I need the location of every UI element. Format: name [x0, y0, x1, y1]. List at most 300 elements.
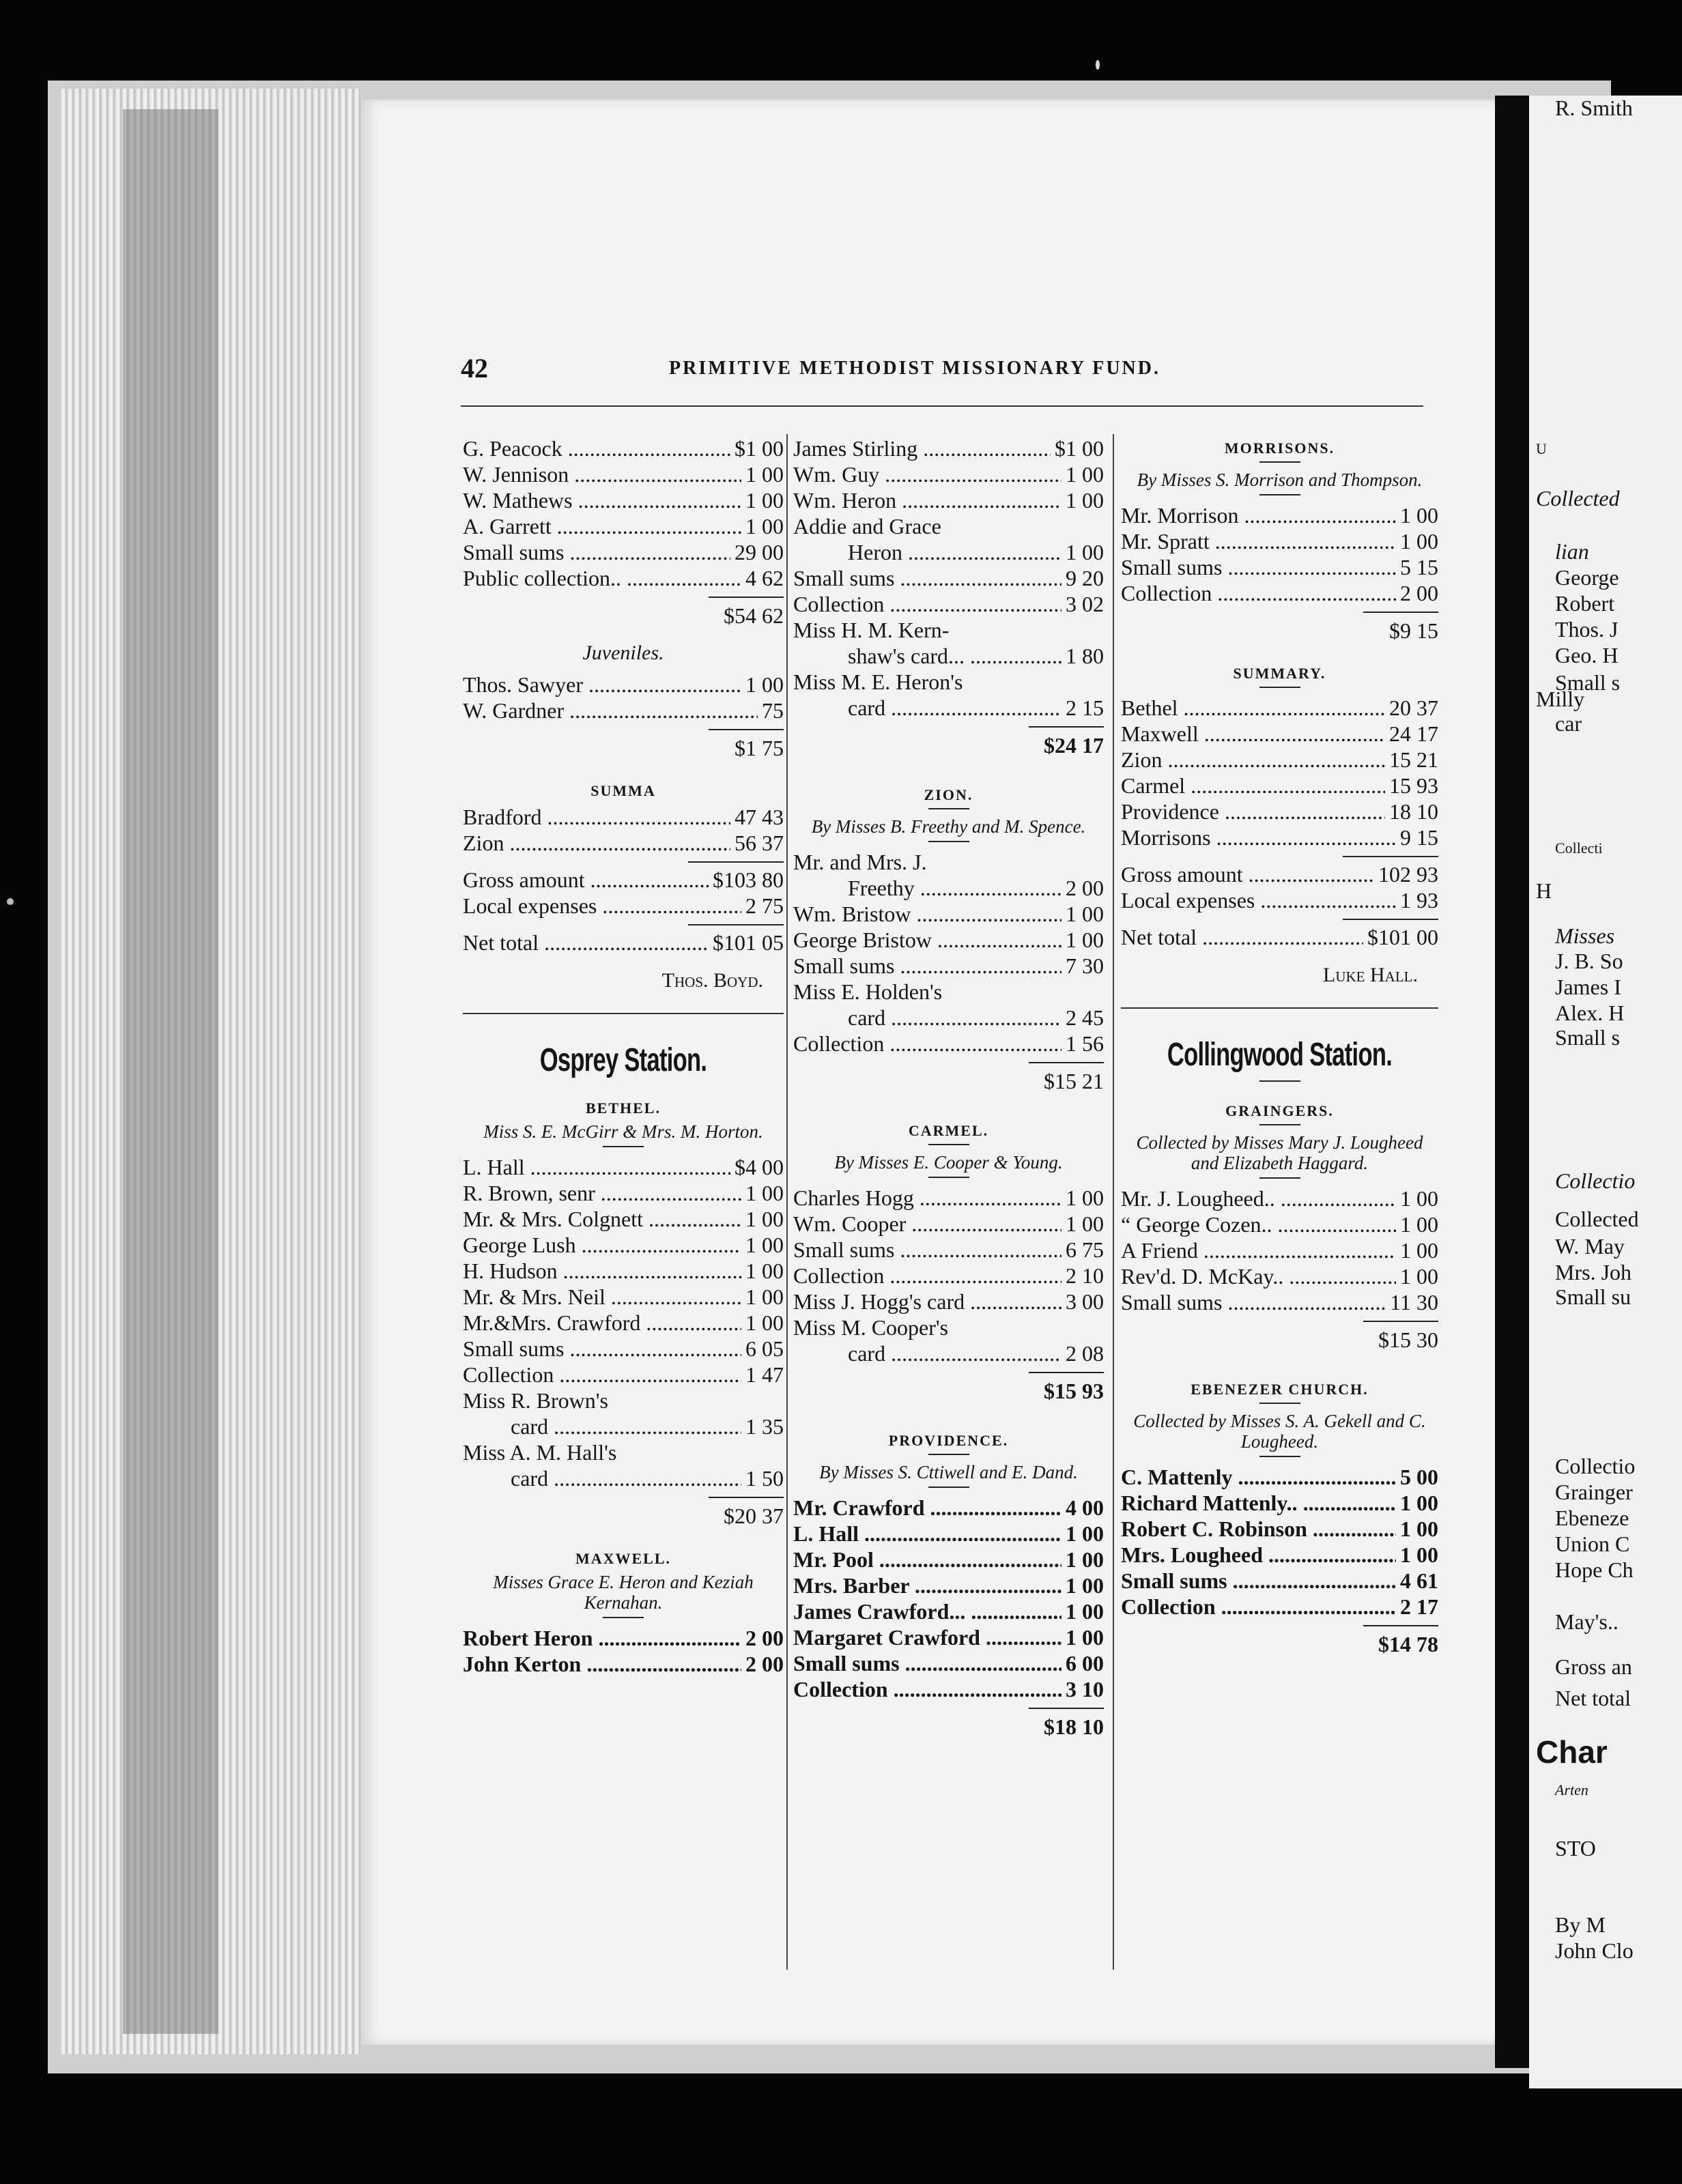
- zion-list: [793, 901, 1104, 979]
- ebenezer-collectors: Collected by Misses S. A. Gekell and C. Lougheed.: [1133, 1411, 1426, 1452]
- next-page-text: Ebeneze: [1555, 1506, 1629, 1530]
- freethy-line1: Mr. and Mrs. J.: [793, 850, 927, 874]
- next-page-text: May's..: [1555, 1609, 1619, 1634]
- juveniles-label: Juveniles.: [582, 642, 664, 664]
- ledger-row: [463, 435, 784, 461]
- ledger-amount: 11 30: [1390, 1290, 1438, 1314]
- ledger-name: Mr. Pool .....: [793, 1547, 1061, 1572]
- zion-heading: ZION.: [924, 786, 973, 803]
- ledger-row: [1121, 1490, 1438, 1516]
- ledger-amount: 1 00: [745, 1207, 784, 1231]
- ledger-name: George Bristow .....: [793, 927, 1061, 953]
- ledger-row: [463, 698, 784, 723]
- ledger-row: [1121, 721, 1438, 747]
- providence-heading: PROVIDENCE.: [888, 1432, 1009, 1449]
- next-page-text: Collectio: [1555, 1168, 1636, 1193]
- dash-rule: [1259, 461, 1300, 463]
- ledger-amount: 47 43: [735, 805, 784, 829]
- ledger-row: [463, 1206, 784, 1232]
- dash-rule: [603, 1617, 644, 1618]
- next-page-text: Collecti: [1555, 839, 1603, 857]
- morrisons-heading: MORRISONS.: [1224, 440, 1335, 457]
- book-page-42: [362, 100, 1505, 2045]
- ledger-amount: 9 20: [1066, 566, 1104, 590]
- ledger-row: [1121, 1289, 1438, 1315]
- juveniles-total: $1 75: [735, 736, 784, 760]
- ledger-row: [1121, 554, 1438, 580]
- ledger-amount: 1 00: [745, 1233, 784, 1257]
- ledger-name: Collection .....: [1121, 580, 1396, 606]
- ledger-row: [1121, 1211, 1438, 1237]
- ledger-name: Morrisons .....: [1121, 824, 1396, 850]
- summa-heading: SUMMA: [590, 782, 656, 799]
- ledger-amount: 1 00: [1066, 1625, 1104, 1650]
- total-rule: [709, 1497, 784, 1498]
- column-1: [463, 435, 784, 1677]
- dash-rule: [1259, 1456, 1300, 1457]
- signature: Luke Hall.: [1323, 964, 1418, 986]
- ledger-name: Mr. Morrison .....: [1121, 502, 1396, 528]
- ledger-name: Small sums .....: [463, 539, 730, 565]
- ledger-amount: 1 00: [1066, 1547, 1104, 1572]
- column-rule-2: [1113, 434, 1114, 1970]
- ledger-row: [793, 1495, 1104, 1521]
- page-edges-shadow: [123, 109, 218, 2034]
- ledger-row: [1121, 1594, 1438, 1620]
- dash-rule: [1259, 1177, 1300, 1179]
- ledger-amount: 1 00: [1066, 1186, 1104, 1210]
- ebenezer-heading: EBENEZER CHURCH.: [1191, 1381, 1369, 1398]
- ledger-amount: 1 00: [1066, 1599, 1104, 1624]
- total-rule: [688, 924, 784, 925]
- ledger-name: Small sums .....: [1121, 1568, 1396, 1594]
- next-page-text: Hope Ch: [1555, 1557, 1634, 1582]
- dash-rule: [1259, 1080, 1300, 1082]
- ledger-amount: 9 15: [1400, 825, 1438, 850]
- ledger-amount: 2 00: [1400, 581, 1438, 605]
- next-page-text: Small s: [1555, 670, 1621, 695]
- total-rule: [1029, 1062, 1104, 1063]
- total-rule: [709, 597, 784, 598]
- freethy-row: Freethy ..... 2 00: [793, 875, 1104, 901]
- next-page-text: Char: [1536, 1734, 1608, 1770]
- ledger-amount: 2 00: [745, 1626, 784, 1650]
- dash-rule: [1259, 1403, 1300, 1404]
- ledger-name: Small sums .....: [1121, 554, 1396, 580]
- total-rule: [1029, 1708, 1104, 1709]
- ledger-name: Collection .....: [793, 1676, 1061, 1702]
- ledger-amount: $1 00: [735, 436, 784, 461]
- graingers-list: [1121, 1186, 1438, 1315]
- ledger-amount: 1 00: [1066, 1521, 1104, 1546]
- ledger-row: [1121, 695, 1438, 721]
- ledger-row: [1121, 773, 1438, 799]
- column-rule-1: [786, 434, 788, 1970]
- ledger-row: [463, 1651, 784, 1677]
- ledger-row: [793, 927, 1104, 953]
- carmel-collectors: By Misses E. Cooper & Young.: [834, 1152, 1063, 1173]
- dash-rule: [1259, 1124, 1300, 1125]
- ledger-row: [463, 565, 784, 591]
- ebenezer-list: [1121, 1464, 1438, 1620]
- edge-mark: [7, 898, 14, 905]
- ledger-name: Richard Mattenly.. .....: [1121, 1490, 1396, 1516]
- graingers-collectors: Collected by Misses Mary J. Lougheed and Elizabeth Haggard.: [1136, 1132, 1423, 1173]
- dash-rule: [1259, 687, 1300, 688]
- ledger-amount: 29 00: [735, 540, 784, 564]
- next-page-text: James I: [1555, 975, 1621, 999]
- ledger-row: [463, 1154, 784, 1180]
- ledger-amount: 6 00: [1066, 1651, 1104, 1676]
- ledger-name: Public collection.. .....: [463, 565, 741, 591]
- ledger-row: [793, 461, 1104, 487]
- ledger-name: Wm. Heron .....: [793, 487, 1061, 513]
- providence-total: $18 10: [1044, 1714, 1104, 1739]
- ledger-row: [463, 830, 784, 856]
- ledger-amount: 75: [762, 698, 784, 723]
- ledger-amount: 1 00: [1400, 503, 1438, 528]
- next-page-text: Mrs. Joh: [1555, 1260, 1632, 1284]
- ledger-amount: 1 47: [745, 1362, 784, 1387]
- ledger-name: A Friend .....: [1121, 1237, 1396, 1263]
- ledger-amount: 1 00: [745, 514, 784, 538]
- ledger-row: [1121, 1464, 1438, 1490]
- ledger-amount: 1 00: [1400, 529, 1438, 554]
- bethel-total: $20 37: [724, 1504, 784, 1528]
- zion-collectors: By Misses B. Freethy and M. Spence.: [811, 816, 1086, 837]
- station-title: Collingwood Station.: [1167, 1037, 1393, 1073]
- zion-collection-row: Collection ..... 1 56: [793, 1031, 1104, 1057]
- ledger-row: [793, 565, 1104, 591]
- ledger-row: [793, 435, 1104, 461]
- ledger-name: Carmel .....: [1121, 773, 1385, 799]
- dash-rule: [928, 1177, 969, 1178]
- ledger-row: [793, 1289, 1104, 1314]
- bethel-list: [463, 1154, 784, 1388]
- ledger-name: Mr. Spratt .....: [1121, 528, 1396, 554]
- ledger-row: [793, 1624, 1104, 1650]
- ledger-name: Mrs. Barber .....: [793, 1572, 1061, 1598]
- maxwell-collectors: Misses Grace E. Heron and Keziah Kernahan.: [493, 1572, 754, 1613]
- next-page-text: Union C: [1555, 1532, 1630, 1556]
- ledger-name: Zion .....: [463, 830, 730, 856]
- total-rule: [1343, 856, 1438, 857]
- ledger-row: [1121, 1568, 1438, 1594]
- next-page-text: Gross an: [1555, 1654, 1632, 1679]
- ledger-row: [1121, 799, 1438, 824]
- ledger-row: [1121, 1263, 1438, 1289]
- next-page-text: Small su: [1555, 1284, 1631, 1309]
- ledger-name: W. Jennison .....: [463, 461, 741, 487]
- ledger-name: A. Garrett .....: [463, 513, 741, 539]
- ledger-row: [463, 461, 784, 487]
- next-page-text: Thos. J: [1555, 617, 1619, 642]
- next-page-text: Small s: [1555, 1025, 1621, 1050]
- local-expenses-row: Local expenses ..... 2 75: [463, 893, 784, 919]
- ledger-name: Small sums .....: [793, 565, 1061, 591]
- net-total-row: Net total ..... $101 00: [1121, 924, 1438, 950]
- ledger-name: Robert Heron .....: [463, 1625, 741, 1651]
- total-rule: [709, 729, 784, 730]
- ledger-name: Small sums .....: [793, 953, 1061, 979]
- ledger-name: Mr. & Mrs. Neil .....: [463, 1284, 741, 1310]
- ledger-row: [793, 1237, 1104, 1263]
- ledger-row: [1121, 824, 1438, 850]
- morrisons-collectors: By Misses S. Morrison and Thompson.: [1137, 470, 1423, 490]
- total-rule: [1029, 726, 1104, 728]
- cooper-card-line1: Miss M. Cooper's: [793, 1315, 949, 1340]
- ledger-name: John Kerton .....: [463, 1651, 741, 1677]
- dash-rule: [928, 808, 969, 809]
- ledger-amount: 15 93: [1389, 773, 1438, 798]
- graingers-heading: GRAINGERS.: [1225, 1102, 1334, 1119]
- kernshaw-row: shaw's card... ..... 1 80: [793, 643, 1104, 669]
- ledger-amount: 1 00: [1066, 1573, 1104, 1598]
- ledger-amount: 4 61: [1400, 1568, 1438, 1593]
- ledger-name: Bethel .....: [1121, 695, 1385, 721]
- next-page-text: Collected: [1555, 1207, 1639, 1231]
- ledger-row: [463, 539, 784, 565]
- ledger-row: [793, 1521, 1104, 1547]
- ledger-name: Small sums .....: [1121, 1289, 1386, 1315]
- top-mark: [1096, 60, 1100, 70]
- total-rule: [1363, 612, 1438, 613]
- ledger-amount: 1 00: [745, 488, 784, 513]
- next-page-text: Geo. H: [1555, 643, 1619, 667]
- ledger-name: L. Hall .....: [463, 1154, 730, 1180]
- ledger-name: Providence .....: [1121, 799, 1385, 824]
- next-page-text: John Clo: [1555, 1938, 1634, 1963]
- carmel-list: [793, 1185, 1104, 1314]
- ledger-amount: 4 00: [1066, 1495, 1104, 1520]
- total-rule: [1363, 1321, 1438, 1322]
- next-page-text: Grainger: [1555, 1480, 1633, 1504]
- station-title: Osprey Station.: [539, 1042, 707, 1078]
- ledger-row: [463, 1258, 784, 1284]
- ledger-name: Collection .....: [793, 1263, 1061, 1289]
- ledger-amount: 1 00: [1066, 462, 1104, 487]
- ledger-amount: 1 00: [1400, 1542, 1438, 1567]
- heron-card-row: card ..... 2 15: [793, 695, 1104, 721]
- ledger-row: [793, 953, 1104, 979]
- total-rule: [1029, 1372, 1104, 1373]
- ledger-name: Wm. Bristow .....: [793, 901, 1061, 927]
- ledger-amount: 1 00: [1400, 1264, 1438, 1289]
- top-total: $54 62: [724, 603, 784, 628]
- total-rule: [688, 861, 784, 863]
- ledger-row: [463, 1625, 784, 1651]
- ledger-amount: 7 30: [1066, 953, 1104, 978]
- ledger-amount: 1 00: [1400, 1491, 1438, 1515]
- column-2: [793, 435, 1104, 1740]
- morrisons-total: $9 15: [1389, 618, 1438, 643]
- ledger-name: Margaret Crawford .....: [793, 1624, 1061, 1650]
- ledger-name: Mr. & Mrs. Colgnett .....: [463, 1206, 741, 1232]
- ledger-name: “ George Cozen.. .....: [1121, 1211, 1396, 1237]
- holden-row: card ..... 2 45: [793, 1005, 1104, 1031]
- ledger-row: [463, 672, 784, 698]
- next-page-text: Arten: [1555, 1781, 1588, 1798]
- dash-rule: [1259, 494, 1300, 495]
- signature: Thos. Boyd.: [661, 969, 763, 992]
- ledger-amount: 2 00: [745, 1652, 784, 1676]
- ledger-row: [793, 901, 1104, 927]
- ledger-row: [793, 1572, 1104, 1598]
- ledger-name: Wm. Cooper .....: [793, 1211, 1061, 1237]
- ledger-row: [463, 1362, 784, 1388]
- ledger-row: [1121, 1237, 1438, 1263]
- brown-card-row: card ..... 1 35: [463, 1413, 784, 1439]
- top-entries: [463, 435, 784, 591]
- local-expenses-row: Local expenses ..... 1 93: [1121, 887, 1438, 913]
- summary-heading: SUMMARY.: [1233, 665, 1326, 682]
- ledger-row: [1121, 502, 1438, 528]
- next-page-text: R. Smith: [1555, 96, 1633, 120]
- ledger-name: Small sums .....: [463, 1336, 741, 1362]
- ledger-row: [1121, 1516, 1438, 1542]
- ledger-amount: $1 00: [1055, 436, 1104, 461]
- ledger-row: [793, 1650, 1104, 1676]
- ledger-row: [793, 591, 1104, 617]
- ledger-row: [793, 487, 1104, 513]
- ledger-amount: 5 00: [1400, 1465, 1438, 1489]
- ledger-name: Robert C. Robinson .....: [1121, 1516, 1396, 1542]
- hall-card-row: card ..... 1 50: [463, 1465, 784, 1491]
- ledger-row: [463, 487, 784, 513]
- providence-collectors: By Misses S. Cttiwell and E. Dand.: [819, 1462, 1078, 1482]
- ledger-amount: 24 17: [1389, 721, 1438, 746]
- ledger-row: [1121, 528, 1438, 554]
- juveniles-list: [463, 672, 784, 723]
- ebenezer-total: $14 78: [1378, 1632, 1438, 1656]
- ledger-amount: 1 00: [745, 1259, 784, 1283]
- next-page-text: Misses: [1555, 923, 1615, 948]
- kernshaw-line1: Miss H. M. Kern-: [793, 618, 950, 642]
- carmel-total: $15 93: [1044, 1379, 1104, 1403]
- dash-rule: [928, 841, 969, 842]
- ledger-amount: 4 62: [745, 566, 784, 590]
- ledger-name: Collection .....: [1121, 1594, 1396, 1620]
- ledger-row: [1121, 580, 1438, 606]
- ledger-name: Collection .....: [793, 591, 1061, 617]
- dash-rule: [603, 1146, 644, 1147]
- ledger-name: Mr. J. Lougheed.. .....: [1121, 1186, 1396, 1211]
- ledger-name: Miss J. Hogg's card .....: [793, 1289, 1061, 1314]
- bethel-collectors: Miss S. E. McGirr & Mrs. M. Horton.: [483, 1121, 763, 1142]
- next-page-text: Alex. H: [1555, 1001, 1625, 1025]
- ledger-name: R. Brown, senr .....: [463, 1180, 741, 1206]
- ledger-amount: 1 00: [745, 1310, 784, 1335]
- ledger-amount: 20 37: [1389, 695, 1438, 720]
- ledger-name: L. Hall .....: [793, 1521, 1061, 1547]
- bethel-heading: BETHEL.: [586, 1100, 661, 1117]
- ledger-name: W. Mathews .....: [463, 487, 741, 513]
- dash-rule: [928, 1454, 969, 1455]
- ledger-amount: 2 17: [1400, 1594, 1438, 1619]
- next-page-text: Collectio: [1555, 1454, 1636, 1478]
- ledger-row: [793, 1676, 1104, 1702]
- ledger-name: Mrs. Lougheed .....: [1121, 1542, 1396, 1568]
- next-page-text: W. May: [1555, 1234, 1625, 1259]
- ledger-amount: $4 00: [735, 1155, 784, 1179]
- ledger-amount: 15 21: [1389, 747, 1438, 772]
- ledger-name: George Lush .....: [463, 1232, 741, 1258]
- ledger-amount: 1 00: [745, 672, 784, 697]
- summa-list: [463, 804, 784, 856]
- ledger-amount: 1 00: [745, 1181, 784, 1205]
- morrisons-list: [1121, 502, 1438, 606]
- ledger-name: James Stirling .....: [793, 435, 1051, 461]
- ledger-amount: 1 00: [1400, 1212, 1438, 1237]
- ledger-name: C. Mattenly .....: [1121, 1464, 1396, 1490]
- ledger-amount: 2 10: [1066, 1263, 1104, 1288]
- ledger-row: [463, 1180, 784, 1206]
- ledger-name: Wm. Guy .....: [793, 461, 1061, 487]
- next-page-text: George: [1555, 565, 1619, 590]
- ledger-amount: 18 10: [1389, 799, 1438, 824]
- page-number: 42: [461, 353, 488, 384]
- ledger-amount: 6 05: [745, 1336, 784, 1361]
- ledger-row: [1121, 1542, 1438, 1568]
- ledger-amount: 56 37: [735, 831, 784, 855]
- section-rule: [1121, 1007, 1438, 1009]
- next-page-fragment: [1529, 96, 1682, 2088]
- more-entries: [793, 565, 1104, 617]
- holden-line1: Miss E. Holden's: [793, 979, 943, 1004]
- ledger-name: Mr. Crawford .....: [793, 1495, 1061, 1521]
- top-entries: [793, 435, 1104, 513]
- top-total: $24 17: [1044, 733, 1104, 758]
- total-rule: [1363, 1625, 1438, 1626]
- ledger-row: [463, 513, 784, 539]
- ledger-amount: 1 00: [1400, 1517, 1438, 1541]
- page-header: [362, 352, 1505, 386]
- ledger-name: Bradford .....: [463, 804, 730, 830]
- ledger-amount: 1 00: [1400, 1186, 1438, 1211]
- ledger-amount: 1 00: [1066, 928, 1104, 952]
- heron-card-line1: Miss M. E. Heron's: [793, 670, 963, 694]
- dash-rule: [928, 1144, 969, 1145]
- ledger-name: Zion .....: [1121, 747, 1385, 773]
- ledger-name: Thos. Sawyer .....: [463, 672, 741, 698]
- ledger-name: W. Gardner .....: [463, 698, 758, 723]
- ledger-name: Charles Hogg .....: [793, 1185, 1061, 1211]
- zion-total: $15 21: [1044, 1069, 1104, 1093]
- ledger-name: Rev'd. D. McKay.. .....: [1121, 1263, 1396, 1289]
- ledger-row: [1121, 747, 1438, 773]
- ledger-row: [793, 1185, 1104, 1211]
- ledger-row: [793, 1211, 1104, 1237]
- ledger-amount: 3 00: [1066, 1289, 1104, 1314]
- total-rule: [1343, 919, 1438, 920]
- ledger-amount: 3 10: [1066, 1677, 1104, 1701]
- carmel-heading: CARMEL.: [908, 1122, 989, 1139]
- brown-card-line1: Miss R. Brown's: [463, 1388, 608, 1413]
- dash-rule: [928, 1486, 969, 1488]
- ledger-amount: 1 00: [1400, 1238, 1438, 1263]
- ledger-name: Collection .....: [463, 1362, 741, 1388]
- ledger-row: [793, 1547, 1104, 1572]
- ledger-row: [463, 804, 784, 830]
- ledger-row: [793, 1263, 1104, 1289]
- ledger-row: [463, 1232, 784, 1258]
- maxwell-heading: MAXWELL.: [575, 1550, 672, 1567]
- ledger-name: H. Hudson .....: [463, 1258, 741, 1284]
- addie-line1: Addie and Grace: [793, 514, 941, 538]
- next-page-text: By M: [1555, 1912, 1606, 1937]
- cooper-card-row: card ..... 2 08: [793, 1340, 1104, 1366]
- maxwell-list: [463, 1625, 784, 1677]
